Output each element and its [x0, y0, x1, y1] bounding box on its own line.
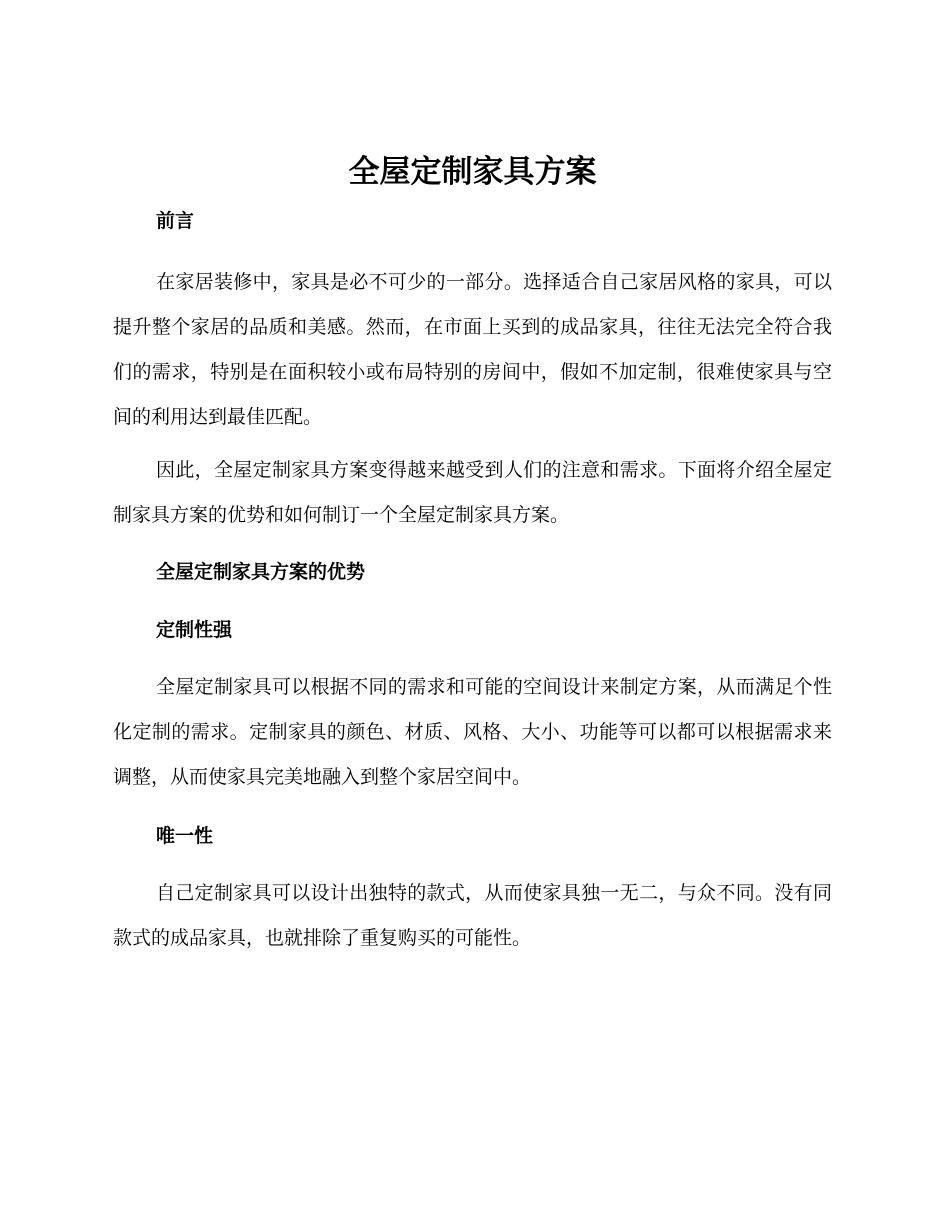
paragraph: 自己定制家具可以设计出独特的款式，从而使家具独一无二，与众不同。没有同款式的成品家具，也就排除了重复购买的可能性。 [113, 882, 832, 949]
section-heading-preface: 前言 [156, 210, 195, 232]
paragraph: 在家居装修中，家具是必不可少的一部分。选择适合自己家居风格的家具，可以提升整个家居的品质和美感。然而，在市面上买到的成品家具，往往无法完全符合我们的需求，特别是在面积较小或布局特别的房间中，假如不加定制，很难使家具与空间的利用达到最佳匹配。 [113, 271, 832, 428]
subsection-heading-customizability: 定制性强 [156, 619, 233, 641]
paragraph: 全屋定制家具可以根据不同的需求和可能的空间设计来制定方案，从而满足个性化定制的需求。定制家具的颜色、材质、风格、大小、功能等可以都可以根据需求来调整，从而使家具完美地融入到整个家居空间中。 [113, 676, 832, 788]
document-title: 全屋定制家具方案 [348, 154, 597, 190]
subsection-heading-uniqueness: 唯一性 [156, 825, 214, 847]
document-body [113, 150, 832, 961]
paragraph: 因此，全屋定制家具方案变得越来越受到人们的注意和需求。下面将介绍全屋定制家具方案的优势和如何制订一个全屋定制家具方案。 [113, 459, 832, 526]
section-heading-advantages: 全屋定制家具方案的优势 [156, 561, 366, 583]
